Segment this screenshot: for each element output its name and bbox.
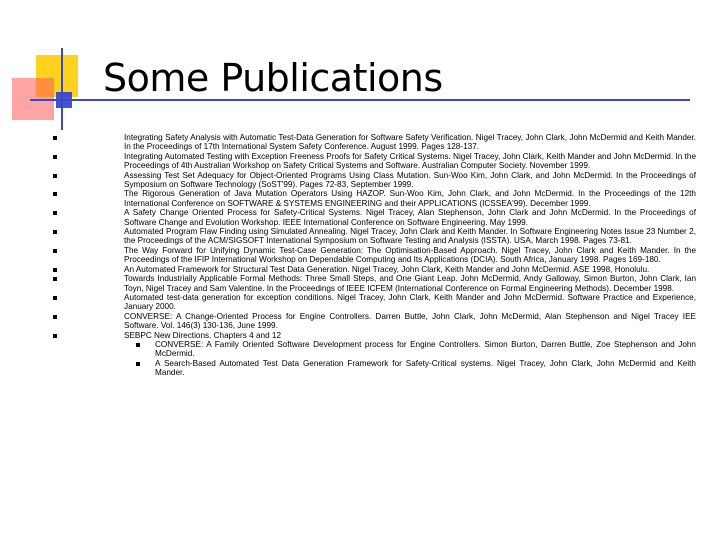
bullet-icon <box>53 334 57 338</box>
bullet-icon <box>136 343 140 347</box>
publication-item: Integrating Safety Analysis with Automatic Test-Data Generation for Software Safety Verification. Nigel Tracey, John Clark, John McDermid and Keith Mander. In the Proceedings of 17th International System Safety Conference. August 1999. Pages 128-137. <box>30 133 696 152</box>
publication-item: The Way Forward for Unifying Dynamic Test-Case Generation: The Optimisation-Based Approach. Nigel Tracey, John Clark and Keith Mander. In the Proceedings of the IFIP International Workshop on Dependable Computing and Its Applications (DCIA). South Africa, January 1998. Pages 169-180. <box>30 246 696 265</box>
bullet-icon <box>53 192 57 196</box>
publication-item: SEBPC New Directions. Chapters 4 and 12 CONVERSE: A Family Oriented Software Development process for Engine Controllers. Simon Burton, Darren Buttle, Zoe Stephenson and John McDermid. A Search-Based Automated Test Data Generation Framework for Safety-Critical systems. Nigel Tracey, John Clark, John McDermid and Keith Mander. <box>30 331 696 378</box>
publication-item: CONVERSE: A Change-Oriented Process for Engine Controllers. Darren Buttle, John Clark, John McDermid, Alan Stephenson and Nigel Tracey IEE Software. Vol. 146(3) 130-136, June 1999. <box>30 312 696 331</box>
decor-vertical-line <box>61 48 63 130</box>
bullet-icon <box>53 136 57 140</box>
publication-item: The Rigorous Generation of Java Mutation Operators Using HAZOP. Sun-Woo Kim, John Clark, and John McDermid. In the Proceedings of the 12th International Conference on SOFTWARE & SYSTEMS ENGINEERING and their APPLICATIONS (ICSSEA'99). December 1999. <box>30 189 696 208</box>
publication-item: A Safety Change Oriented Process for Safety-Critical Systems. Nigel Tracey, Alan Stephenson, John Clark and John McDermid. In the Proceedings of Software Change and Evolution Workshop. IEEE International Conference on Software Engineering. May 1999. <box>30 208 696 227</box>
sub-publication-item: CONVERSE: A Family Oriented Software Development process for Engine Controllers. Simon Burton, Darren Buttle, Zoe Stephenson and John McDermid. <box>124 340 696 359</box>
sub-publication-list <box>124 340 696 378</box>
publication-item: Automated test-data generation for exception conditions. Nigel Tracey, John Clark, Keith Mander and John McDermid. Software Practice and Experience, January 2000. <box>30 293 696 312</box>
publication-item: An Automated Framework for Structural Test Data Generation. Nigel Tracey, John Clark, Keith Mander and John McDermid. ASE 1998, Honolulu. <box>30 265 696 274</box>
bullet-icon <box>136 362 140 366</box>
publication-item: Towards Industrially Applicable Formal Methods: Three Small Steps, and One Giant Leap. John McDermid, Andy Galloway, Simon Burton, John Clark, Ian Toyn, Nigel Tracey and Sam Valentine. In the Proceedings of IEEE ICFEM (International Conference on Formal Engineering Methods). December 1998. <box>30 274 696 293</box>
sub-publication-item: A Search-Based Automated Test Data Generation Framework for Safety-Critical systems. Nigel Tracey, John Clark, John McDermid and Keith Mander. <box>124 359 696 378</box>
publication-item: Automated Program Flaw Finding using Simulated Annealing. Nigel Tracey, John Clark and Keith Mander. In Software Engineering Notes Issue 23 Number 2, the Proceedings of the ACM/SIGSOFT International Symposium on Software Testing and Analysis (ISSTA). USA, March 1998. Pages 73-81. <box>30 227 696 246</box>
publication-list <box>30 133 696 378</box>
bullet-icon <box>53 277 57 281</box>
bullet-icon <box>53 230 57 234</box>
bullet-icon <box>53 155 57 159</box>
bullet-icon <box>53 211 57 215</box>
publication-item: Integrating Automated Testing with Exception Freeness Proofs for Safety Critical Systems. Nigel Tracey, John Clark, Keith Mander and John McDermid. In the Proceedings of 4th Australian Workshop on Safety Critical Systems and Software. Australian Computer Society. November 1999. <box>30 152 696 171</box>
bullet-icon <box>53 249 57 253</box>
publication-item: Assessing Test Set Adequacy for Object-Oriented Programs Using Class Mutation. Sun-Woo Kim, John Clark, and John McDermid. In the Proceedings of Symposium on Software Technology (SoST'99). Pages 72-83, September 1999. <box>30 171 696 190</box>
bullet-icon <box>53 296 57 300</box>
bullet-icon <box>53 268 57 272</box>
slide-title: Some Publications <box>103 56 443 100</box>
bullet-icon <box>53 174 57 178</box>
bullet-icon <box>53 315 57 319</box>
